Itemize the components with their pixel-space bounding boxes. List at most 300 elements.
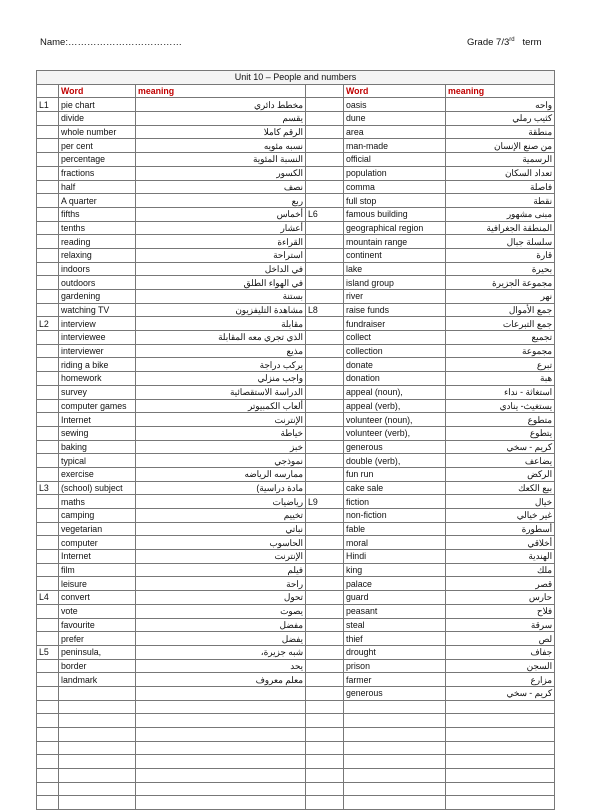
meaning-left: الإنترنت — [136, 413, 306, 427]
word-right: famous building — [344, 207, 446, 221]
meaning-left: مادة دراسية) — [136, 481, 306, 495]
lesson-label-left — [37, 563, 59, 577]
table-row — [37, 755, 555, 769]
word-left — [59, 700, 136, 714]
lesson-label-right — [306, 755, 344, 769]
lesson-label-left — [37, 495, 59, 509]
word-right — [344, 741, 446, 755]
meaning-left: واجب منزلي — [136, 372, 306, 386]
meaning-left: مشاهدة التليفزيون — [136, 303, 306, 317]
table-row — [37, 98, 555, 112]
meaning-left: تخييم — [136, 509, 306, 523]
word-right — [344, 796, 446, 810]
word-left: relaxing — [59, 248, 136, 262]
meaning-right: الهندية — [446, 550, 555, 564]
meaning-right: من صنع الإنسان — [446, 139, 555, 153]
table-row — [37, 372, 555, 386]
meaning-left: يقسم — [136, 112, 306, 126]
table-row — [37, 467, 555, 481]
meaning-right: مزارع — [446, 673, 555, 687]
word-right: donation — [344, 372, 446, 386]
table-row — [37, 426, 555, 440]
word-left: peninsula, — [59, 645, 136, 659]
meaning-right: سرقة — [446, 618, 555, 632]
lesson-label-right — [306, 591, 344, 605]
table-row — [37, 550, 555, 564]
word-left: interviewer — [59, 344, 136, 358]
word-left: computer games — [59, 399, 136, 413]
word-left: survey — [59, 385, 136, 399]
lesson-label-right — [306, 632, 344, 646]
table-header-row — [37, 84, 555, 98]
word-left: typical — [59, 454, 136, 468]
table-row — [37, 577, 555, 591]
word-right: collect — [344, 331, 446, 345]
meaning-right: مبنى مشهور — [446, 207, 555, 221]
meaning-right: قصر — [446, 577, 555, 591]
lesson-label-right — [306, 372, 344, 386]
table-row — [37, 495, 555, 509]
word-right: double (verb), — [344, 454, 446, 468]
meaning-left: أخماس — [136, 207, 306, 221]
lesson-label-right — [306, 563, 344, 577]
meaning-right: نقطة — [446, 194, 555, 208]
meaning-right: كريم - سخي — [446, 686, 555, 700]
lesson-label-right — [306, 153, 344, 167]
lesson-label-right — [306, 741, 344, 755]
lesson-label-left — [37, 509, 59, 523]
lesson-label-left — [37, 112, 59, 126]
table-row — [37, 440, 555, 454]
meaning-right: جمع التبرعات — [446, 317, 555, 331]
lesson-label-left: L3 — [37, 481, 59, 495]
table-row — [37, 522, 555, 536]
word-left: homework — [59, 372, 136, 386]
lesson-label-left — [37, 728, 59, 742]
table-row — [37, 536, 555, 550]
word-left: landmark — [59, 673, 136, 687]
meaning-left: ممارسه الرياضه — [136, 467, 306, 481]
table-row — [37, 782, 555, 796]
word-right: generous — [344, 686, 446, 700]
word-left — [59, 782, 136, 796]
lesson-label-left: L5 — [37, 645, 59, 659]
lesson-label-left — [37, 700, 59, 714]
word-right: palace — [344, 577, 446, 591]
lesson-label-right — [306, 125, 344, 139]
table-row — [37, 194, 555, 208]
lesson-label-left — [37, 194, 59, 208]
meaning-right: بيع الكعك — [446, 481, 555, 495]
lesson-label-left — [37, 796, 59, 810]
meaning-right: نهر — [446, 290, 555, 304]
meaning-right: خيال — [446, 495, 555, 509]
lesson-label-left — [37, 180, 59, 194]
meaning-right — [446, 728, 555, 742]
lesson-label-left — [37, 248, 59, 262]
table-row — [37, 248, 555, 262]
word-left: half — [59, 180, 136, 194]
word-right: full stop — [344, 194, 446, 208]
lesson-label-right — [306, 509, 344, 523]
word-right: king — [344, 563, 446, 577]
word-right: volunteer (noun), — [344, 413, 446, 427]
word-left: vote — [59, 604, 136, 618]
lesson-label-right — [306, 577, 344, 591]
meaning-right: فاصلة — [446, 180, 555, 194]
word-right: river — [344, 290, 446, 304]
lesson-label-left — [37, 755, 59, 769]
meaning-left — [136, 741, 306, 755]
lesson-label-left — [37, 550, 59, 564]
meaning-right: أخلاقي — [446, 536, 555, 550]
table-row — [37, 481, 555, 495]
word-right: fundraiser — [344, 317, 446, 331]
level-header-left — [37, 84, 59, 98]
lesson-label-right — [306, 221, 344, 235]
lesson-label-left — [37, 358, 59, 372]
meaning-right: واحه — [446, 98, 555, 112]
lesson-label-right — [306, 714, 344, 728]
lesson-label-right — [306, 700, 344, 714]
lesson-label-right — [306, 235, 344, 249]
lesson-label-left — [37, 385, 59, 399]
lesson-label-right — [306, 782, 344, 796]
lesson-label-left — [37, 673, 59, 687]
meaning-left: الذي تجري معه المقابلة — [136, 331, 306, 345]
word-left: indoors — [59, 262, 136, 276]
word-right — [344, 714, 446, 728]
word-left: tenths — [59, 221, 136, 235]
meaning-right: تبرع — [446, 358, 555, 372]
lesson-label-right: L8 — [306, 303, 344, 317]
meaning-right — [446, 741, 555, 755]
meaning-right: استغاثة - نداء — [446, 385, 555, 399]
word-left: favourite — [59, 618, 136, 632]
name-field-label: Name:……………………………… — [40, 37, 182, 48]
lesson-label-left — [37, 536, 59, 550]
word-right: dune — [344, 112, 446, 126]
meaning-right: كريم - سخي — [446, 440, 555, 454]
meaning-left: الإنترنت — [136, 550, 306, 564]
table-row — [37, 153, 555, 167]
meaning-right: الركض — [446, 467, 555, 481]
word-left: computer — [59, 536, 136, 550]
word-right — [344, 769, 446, 783]
meaning-left: راحة — [136, 577, 306, 591]
word-right: donate — [344, 358, 446, 372]
table-row — [37, 632, 555, 646]
word-right: official — [344, 153, 446, 167]
lesson-label-left — [37, 221, 59, 235]
word-right: steal — [344, 618, 446, 632]
lesson-label-left — [37, 262, 59, 276]
meaning-right: سلسلة جبال — [446, 235, 555, 249]
lesson-label-left — [37, 454, 59, 468]
lesson-label-left — [37, 741, 59, 755]
meaning-right: جمع الأموال — [446, 303, 555, 317]
meaning-left: رياضيات — [136, 495, 306, 509]
table-row — [37, 700, 555, 714]
lesson-label-right: L6 — [306, 207, 344, 221]
lesson-label-left — [37, 139, 59, 153]
word-right: population — [344, 166, 446, 180]
lesson-label-left — [37, 618, 59, 632]
meaning-right: تعداد السكان — [446, 166, 555, 180]
meaning-left — [136, 755, 306, 769]
meaning-left: ربع — [136, 194, 306, 208]
lesson-label-right — [306, 426, 344, 440]
lesson-label-right — [306, 522, 344, 536]
meaning-right: يستغيث- ينادي — [446, 399, 555, 413]
word-right: raise funds — [344, 303, 446, 317]
table-row — [37, 509, 555, 523]
word-left: prefer — [59, 632, 136, 646]
lesson-label-left — [37, 782, 59, 796]
meaning-right: يضاعف — [446, 454, 555, 468]
lesson-label-left: L2 — [37, 317, 59, 331]
table-row — [37, 604, 555, 618]
lesson-label-left — [37, 440, 59, 454]
lesson-label-right — [306, 358, 344, 372]
lesson-label-left — [37, 399, 59, 413]
lesson-label-right — [306, 769, 344, 783]
table-row — [37, 454, 555, 468]
word-left: reading — [59, 235, 136, 249]
lesson-label-right — [306, 645, 344, 659]
lesson-label-right — [306, 139, 344, 153]
table-row — [37, 262, 555, 276]
lesson-label-left — [37, 413, 59, 427]
lesson-label-left — [37, 632, 59, 646]
table-row — [37, 303, 555, 317]
meaning-right: جفاف — [446, 645, 555, 659]
meaning-right: السجن — [446, 659, 555, 673]
table-row — [37, 645, 555, 659]
lesson-label-left — [37, 522, 59, 536]
lesson-label-left — [37, 290, 59, 304]
meaning-left: استراحة — [136, 248, 306, 262]
word-left: pie chart — [59, 98, 136, 112]
word-right — [344, 700, 446, 714]
word-right — [344, 782, 446, 796]
lesson-label-right — [306, 317, 344, 331]
word-right: geographical region — [344, 221, 446, 235]
lesson-label-right: L9 — [306, 495, 344, 509]
word-right: comma — [344, 180, 446, 194]
word-left: vegetarian — [59, 522, 136, 536]
meaning-header-right: meaning — [446, 84, 555, 98]
table-row — [37, 112, 555, 126]
lesson-label-right — [306, 331, 344, 345]
word-left: A quarter — [59, 194, 136, 208]
table-row — [37, 399, 555, 413]
meaning-right: منطقة — [446, 125, 555, 139]
grade-label: Grade 7/3 — [467, 37, 510, 49]
table-row — [37, 125, 555, 139]
meaning-right: كثيب رملي — [446, 112, 555, 126]
meaning-right — [446, 700, 555, 714]
word-left: convert — [59, 591, 136, 605]
meaning-right — [446, 796, 555, 810]
meaning-right — [446, 782, 555, 796]
lesson-label-left — [37, 577, 59, 591]
table-row — [37, 139, 555, 153]
meaning-right: الرسمية — [446, 153, 555, 167]
table-row — [37, 659, 555, 673]
lesson-label-left — [37, 276, 59, 290]
meaning-right: مجموعة — [446, 344, 555, 358]
word-right — [344, 728, 446, 742]
lesson-label-left — [37, 686, 59, 700]
lesson-label-left: L4 — [37, 591, 59, 605]
meaning-left: ألعاب الكمبيوتر — [136, 399, 306, 413]
word-left: fifths — [59, 207, 136, 221]
level-header-right — [306, 84, 344, 98]
table-title-row — [37, 71, 555, 85]
meaning-left: يحد — [136, 659, 306, 673]
word-right: oasis — [344, 98, 446, 112]
meaning-left — [136, 796, 306, 810]
word-left: (school) subject — [59, 481, 136, 495]
unit-title: Unit 10 – People and numbers — [37, 71, 555, 85]
lesson-label-left — [37, 604, 59, 618]
table-row — [37, 741, 555, 755]
lesson-label-left — [37, 235, 59, 249]
meaning-left: أعشار — [136, 221, 306, 235]
word-right: cake sale — [344, 481, 446, 495]
table-row — [37, 331, 555, 345]
word-left: Internet — [59, 413, 136, 427]
table-row — [37, 413, 555, 427]
meaning-header-left: meaning — [136, 84, 306, 98]
table-row — [37, 591, 555, 605]
table-row — [37, 317, 555, 331]
lesson-label-left — [37, 344, 59, 358]
lesson-label-right — [306, 728, 344, 742]
word-left: baking — [59, 440, 136, 454]
meaning-left: الدراسة الاستقصائية — [136, 385, 306, 399]
meaning-left — [136, 686, 306, 700]
word-right: mountain range — [344, 235, 446, 249]
meaning-left: النسبة المئوية — [136, 153, 306, 167]
word-right: drought — [344, 645, 446, 659]
word-left — [59, 796, 136, 810]
meaning-left: نصف — [136, 180, 306, 194]
lesson-label-right — [306, 796, 344, 810]
word-right: Hindi — [344, 550, 446, 564]
meaning-left: يصوت — [136, 604, 306, 618]
meaning-right: فلاح — [446, 604, 555, 618]
word-right: prison — [344, 659, 446, 673]
table-row — [37, 385, 555, 399]
word-right: peasant — [344, 604, 446, 618]
meaning-left: نسبه مئويه — [136, 139, 306, 153]
lesson-label-right — [306, 248, 344, 262]
meaning-left: الحاسوب — [136, 536, 306, 550]
meaning-right: مجموعة الجزيرة — [446, 276, 555, 290]
word-right: fable — [344, 522, 446, 536]
word-left: fractions — [59, 166, 136, 180]
meaning-right: ملك — [446, 563, 555, 577]
lesson-label-right — [306, 604, 344, 618]
lesson-label-left — [37, 372, 59, 386]
vocabulary-table — [36, 70, 555, 810]
word-right: collection — [344, 344, 446, 358]
lesson-label-right — [306, 536, 344, 550]
meaning-left: الكسور — [136, 166, 306, 180]
meaning-left: فيلم — [136, 563, 306, 577]
word-right: fun run — [344, 467, 446, 481]
meaning-left: مذيع — [136, 344, 306, 358]
word-right: fiction — [344, 495, 446, 509]
table-row — [37, 344, 555, 358]
word-left — [59, 728, 136, 742]
word-right: appeal (verb), — [344, 399, 446, 413]
lesson-label-right — [306, 673, 344, 687]
word-left: percentage — [59, 153, 136, 167]
word-right: island group — [344, 276, 446, 290]
meaning-right — [446, 755, 555, 769]
word-right: moral — [344, 536, 446, 550]
lesson-label-left — [37, 125, 59, 139]
lesson-label-left — [37, 207, 59, 221]
meaning-left: خبز — [136, 440, 306, 454]
lesson-label-right — [306, 98, 344, 112]
word-left: maths — [59, 495, 136, 509]
word-left — [59, 769, 136, 783]
word-header-right: Word — [344, 84, 446, 98]
meaning-right — [446, 714, 555, 728]
meaning-right: تجميع — [446, 331, 555, 345]
word-left: border — [59, 659, 136, 673]
meaning-left: مقابلة — [136, 317, 306, 331]
word-right: lake — [344, 262, 446, 276]
meaning-right: لص — [446, 632, 555, 646]
table-row — [37, 769, 555, 783]
word-right: farmer — [344, 673, 446, 687]
word-left: watching TV — [59, 303, 136, 317]
word-left: whole number — [59, 125, 136, 139]
meaning-right: أسطورة — [446, 522, 555, 536]
meaning-right: المنطقة الجغرافية — [446, 221, 555, 235]
word-left — [59, 686, 136, 700]
lesson-label-left — [37, 714, 59, 728]
lesson-label-left — [37, 769, 59, 783]
meaning-left — [136, 700, 306, 714]
lesson-label-right — [306, 686, 344, 700]
lesson-label-right — [306, 262, 344, 276]
lesson-label-right — [306, 166, 344, 180]
word-right: man-made — [344, 139, 446, 153]
word-right: generous — [344, 440, 446, 454]
table-row — [37, 207, 555, 221]
lesson-label-right — [306, 180, 344, 194]
word-left: leisure — [59, 577, 136, 591]
meaning-left — [136, 714, 306, 728]
meaning-left: خياطة — [136, 426, 306, 440]
meaning-left: مخطط دائري — [136, 98, 306, 112]
word-left: per cent — [59, 139, 136, 153]
word-left — [59, 755, 136, 769]
table-row — [37, 673, 555, 687]
table-row — [37, 290, 555, 304]
grade-ordinal-suffix: rd — [509, 37, 515, 43]
word-right — [344, 755, 446, 769]
meaning-left: في الهواء الطلق — [136, 276, 306, 290]
word-left: camping — [59, 509, 136, 523]
meaning-left: شبه جزيرة، — [136, 645, 306, 659]
